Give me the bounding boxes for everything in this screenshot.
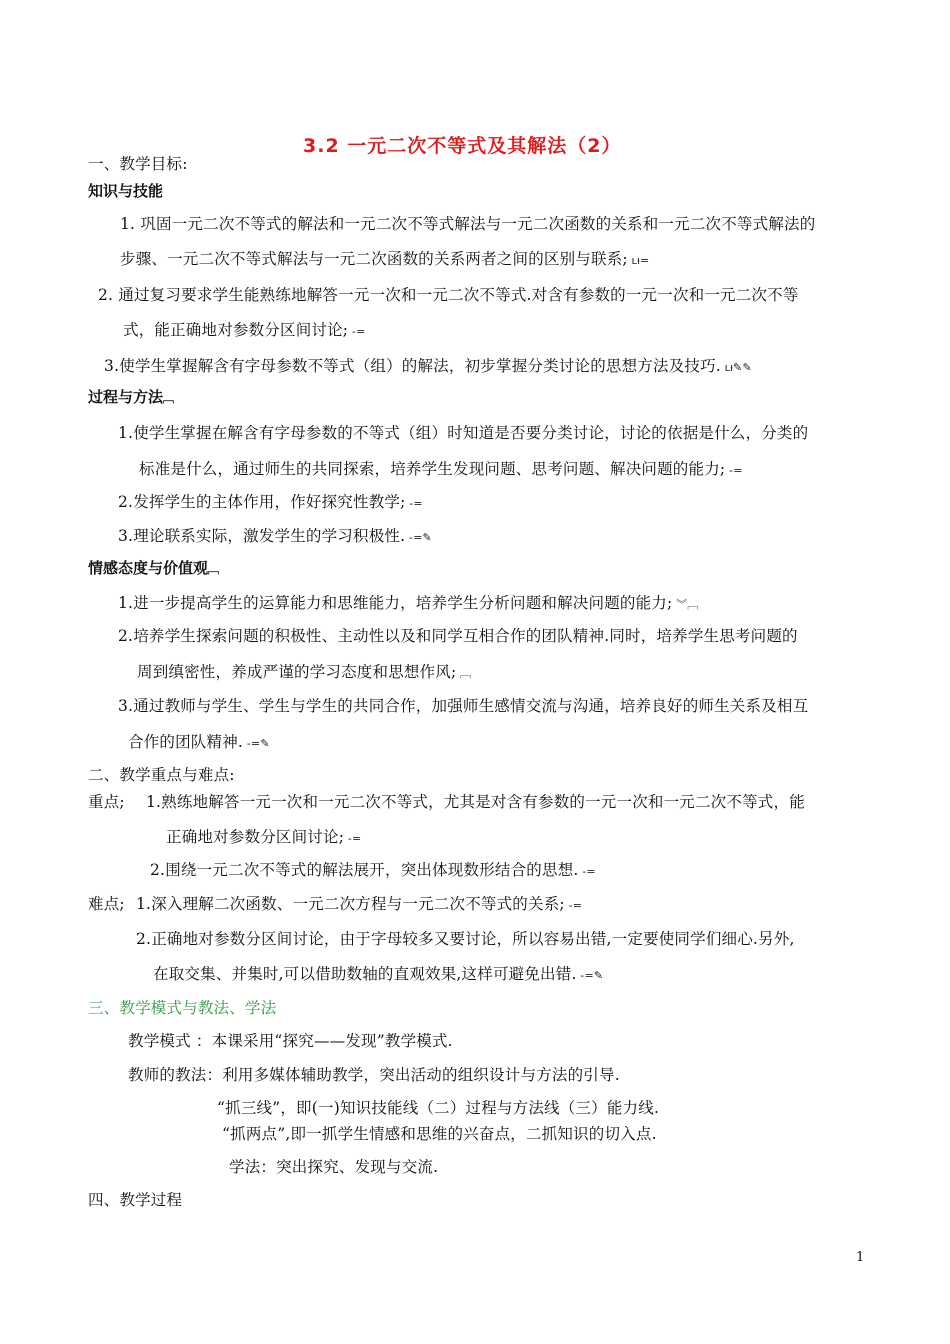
knowledge-item-3: 3.使学生掌握解含有字母参数不等式（组）的解法，初步掌握分类讨论的思想方法及技巧. ʟᵼ✎✎	[104, 357, 752, 375]
process-item-3: 3.理论联系实际，激发学生的学习积极性. -=✎	[118, 527, 432, 545]
difficult-point-2-line-2: 在取交集、并集时,可以借助数轴的直观效果,这样可避免出错. -=✎	[153, 965, 604, 983]
section-heading-teaching-mode: 三、教学模式与教法、学法	[88, 999, 277, 1017]
artifact-mark: -=	[348, 325, 366, 338]
difficult-point-2-line-1: 2.正确地对参数分区间讨论，由于字母较多又要讨论，所以容易出错,一定要使同学们细心.另外,	[136, 930, 795, 948]
artifact-mark: ﹇	[456, 667, 472, 680]
attitude-item-3-line-2: 合作的团队精神. -=✎	[128, 733, 270, 751]
section-heading-key-points: 二、教学重点与难点:	[88, 766, 235, 784]
key-point-2: 2.围绕一元二次不等式的解法展开，突出体现数形结合的思想. -=	[150, 861, 596, 879]
subheading-process-method: 过程与方法﹇	[88, 388, 175, 406]
artifact-mark: ﹇	[163, 392, 175, 405]
attitude-item-1: 1.进一步提高学生的运算能力和思维能力，培养学生分析问题和解决问题的能力; ︾﹇	[118, 594, 699, 612]
subheading-knowledge-skills: 知识与技能	[88, 182, 164, 200]
teaching-method-text: 教师的教法：利用多媒体辅助教学，突出活动的组织设计与方法的引导.	[128, 1066, 620, 1084]
artifact-mark: -=	[578, 865, 596, 878]
knowledge-item-1-line-2: 步骤、一元二次不等式解法与一元二次函数的关系两者之间的区别与联系; ʟᵼ=	[120, 250, 650, 268]
artifact-mark: ︾﹇	[672, 598, 699, 611]
difficult-points-label: 难点;	[88, 895, 125, 913]
page-title: 3.2 一元二次不等式及其解法（2）	[303, 135, 622, 157]
page-number: 1	[856, 1250, 865, 1265]
artifact-mark: ﹇	[208, 563, 220, 576]
section-heading-objectives: 一、教学目标:	[88, 155, 188, 173]
teaching-mode-text: 教学模式 ：本课采用“探究——发现”教学模式.	[128, 1032, 453, 1050]
artifact-mark: -=	[405, 497, 423, 510]
knowledge-item-2-line-2: 式，能正确地对参数分区间讨论; -=	[123, 321, 366, 339]
key-point-1-line-2: 正确地对参数分区间讨论; -=	[166, 828, 362, 846]
knowledge-item-2-line-1: 2. 通过复习要求学生能熟练地解答一元一次和一元二次不等式.对含有参数的一元一次和一元二次不等	[98, 286, 799, 304]
artifact-mark: -=	[725, 464, 743, 477]
attitude-item-3-line-1: 3.通过教师与学生、学生与学生的共同合作，加强师生感情交流与沟通，培养良好的师生关系及相互	[118, 697, 809, 715]
key-point-1-line-1: 1.熟练地解答一元一次和一元二次不等式，尤其是对含有参数的一元一次和一元二次不等式，能	[146, 793, 805, 811]
process-item-1-line-2: 标准是什么，通过师生的共同探索，培养学生发现问题、思考问题、解决问题的能力; -=	[139, 460, 743, 478]
artifact-mark: -=✎	[405, 531, 432, 544]
artifact-mark: -=✎	[243, 737, 270, 750]
three-lines-text: “抓三线”，即(一)知识技能线（二）过程与方法线（三）能力线.	[217, 1099, 660, 1117]
section-heading-teaching-process: 四、教学过程	[88, 1191, 183, 1209]
knowledge-item-1-line-1: 1. 巩固一元二次不等式的解法和一元二次不等式解法与一元二次函数的关系和一元二次不等式解法的	[120, 215, 816, 233]
key-points-label: 重点;	[88, 793, 125, 811]
artifact-mark: ʟᵼ=	[627, 254, 650, 267]
difficult-point-1: 1.深入理解二次函数、一元二次方程与一元二次不等式的关系; -=	[136, 895, 583, 913]
subheading-attitude-values: 情感态度与价值观﹇	[88, 559, 220, 577]
two-points-text: “抓两点”,即一抓学生情感和思维的兴奋点，二抓知识的切入点.	[222, 1125, 657, 1143]
artifact-mark: ʟᵼ✎✎	[720, 361, 752, 374]
artifact-mark: -=✎	[576, 969, 604, 982]
process-item-2: 2.发挥学生的主体作用，作好探究性教学; -=	[118, 493, 423, 511]
attitude-item-2-line-2: 周到缜密性，养成严谨的学习态度和思想作风; ﹇	[137, 663, 472, 681]
artifact-mark: -=	[344, 832, 362, 845]
artifact-mark: -=	[564, 899, 583, 912]
process-item-1-line-1: 1.使学生掌握在解含有字母参数的不等式（组）时知道是否要分类讨论，讨论的依据是什么，分类的	[118, 424, 809, 442]
attitude-item-2-line-1: 2.培养学生探索问题的积极性、主动性以及和同学互相合作的团队精神.同时，培养学生思考问题的	[118, 627, 798, 645]
study-method-text: 学法：突出探究、发现与交流.	[229, 1158, 439, 1176]
